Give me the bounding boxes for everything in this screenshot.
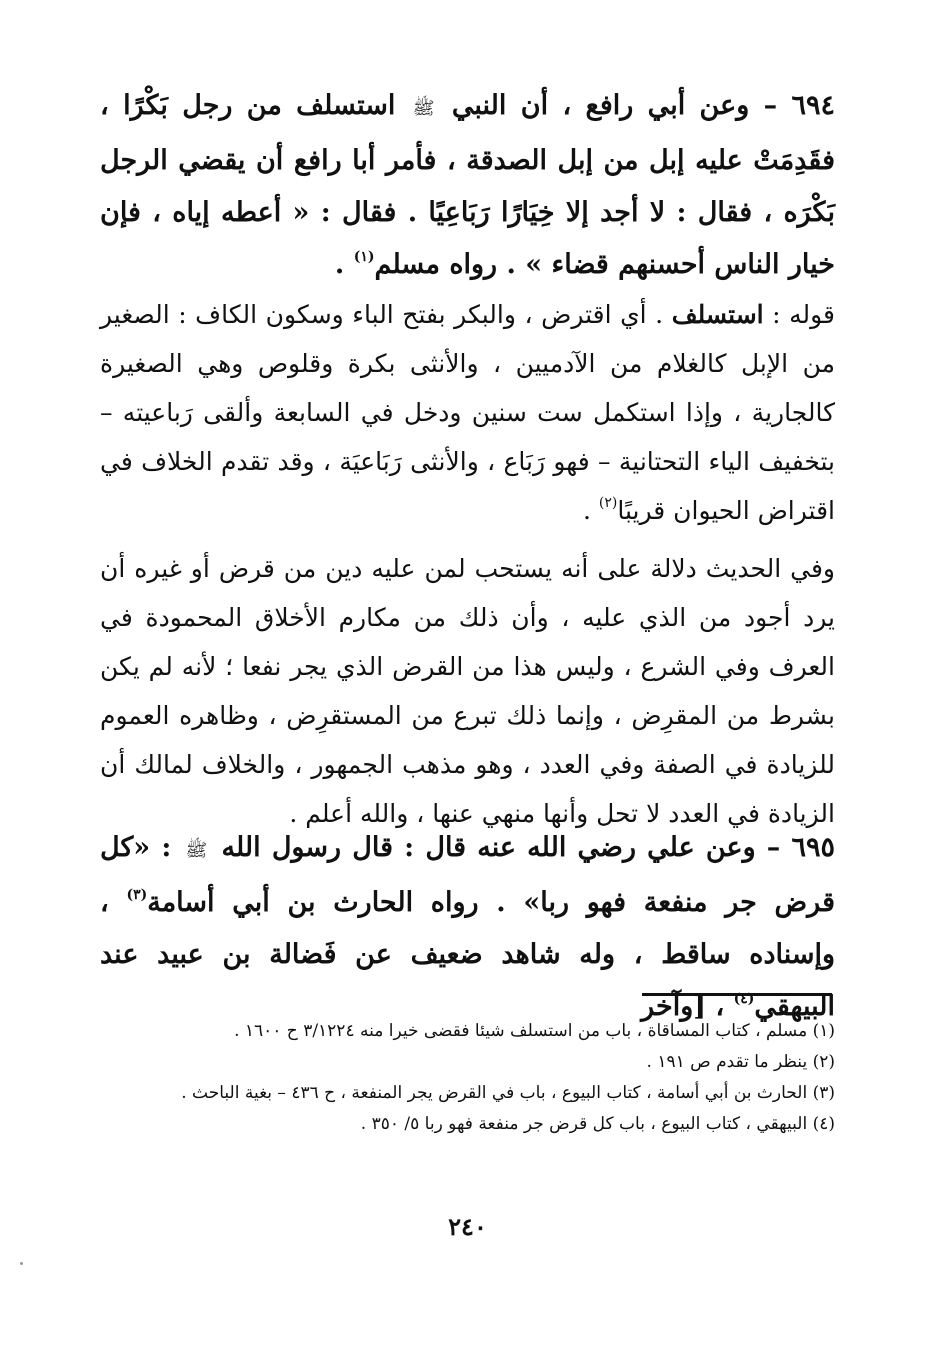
footnote-ref-3: (٣) [126,887,148,903]
hadith-695-text-b: : «كل قرض جر منفعة فهو ربا» . رواه الحارث بن أبي أسامة [100,832,835,918]
footnote-3: (٣) الحارث بن أبي أسامة ، كتاب البيوع ، باب في القرض يجر المنفعة ، ح ٤٣٦ – بغية الباحث . [181,1083,835,1103]
commentary-vocabulary-paragraph [100,290,835,535]
hadith-694-end: . [334,249,354,280]
hadith-695 [100,822,835,1033]
scan-speck [20,1262,23,1265]
footnote-ref-2: (٢) [598,495,618,511]
hadith-695-text-d: ، [وآخر [641,991,734,1022]
footnote-ref-4: (٤) [733,991,755,1007]
hadith-695-paragraph [100,822,835,1033]
commentary-ruling [100,544,835,838]
commentary-vocabulary-end: . [582,496,599,525]
hadith-695-text-c: ، وإسناده ساقط ، وله شاهد ضعيف عن فَضالة بن عبيد عند البيهقي [100,887,835,1022]
commentary-lead: قوله : [763,300,836,329]
footnote-1: (١) مسلم ، كتاب المساقاة ، باب من استسلف شيئا فقضى خيرا منه ٣/١٢٢٤ ح ١٦٠٠ . [234,1021,835,1041]
page-number: ٢٤٠ [448,1212,487,1241]
footnote-2: (٢) ينظر ما تقدم ص ١٩١ . [646,1052,835,1072]
commentary-vocabulary [100,290,835,535]
hadith-694-text-b: استسلف من رجل بَكْرًا ، فقَدِمَتْ عليه إبل من إبل الصدقة ، فأمر أبا رافع أن يقضي الرجل بَكْرَه ، فقال : لا أجد إلا خِيَارًا رَبَاعِيًا . فقال : « أعطه إياه ، فإن خيار الناس أحسنهم قضاء » . رواه مسلم [100,90,835,280]
commentary-term: استسلف [671,300,764,329]
footnote-divider [642,993,832,996]
footnotes [110,1016,835,1140]
footnote-4: (٤) البيهقي ، كتاب البيوع ، باب كل قرض جر منفعة فهو ربا ٥/ ٣٥٠ . [360,1114,835,1134]
footnote-ref-1: (١) [353,249,375,265]
salawat-symbol: ﷺ [185,840,208,861]
commentary-vocabulary-text: . أي اقترض ، والبكر بفتح الباء وسكون الكاف : الصغير من الإبل كالغلام من الآدميين ، والأنثى بكرة وقلوص وهي الصغيرة كالجارية ، وإذا استكمل ست سنين ودخل في السابعة وألقى رَباعيته – بتخفيف الياء التحتانية – فهو رَبَاع ، والأنثى رَبَاعيَة ، وقد تقدم الخلاف في اقتراض الحيوان قريبًا [100,300,835,525]
salawat-symbol: ﷺ [412,98,435,119]
hadith-694-text-a: ٦٩٤ – وعن أبي رافع ، أن النبي [451,90,835,121]
hadith-694-paragraph [100,80,835,291]
hadith-694 [100,80,835,291]
commentary-ruling-paragraph: وفي الحديث دلالة على أنه يستحب لمن عليه دين من قرض أو غيره أن يرد أجود من الذي عليه ، وأن ذلك من مكارم الأخلاق المحمودة في العرف وفي الشرع ، وليس هذا من القرض الذي يجر نفعا ؛ لأنه لم يكن بشرط من المقرِض ، وإنما ذلك تبرع من المستقرِض ، وظاهره العموم للزيادة في الصفة وفي العدد ، وهو مذهب الجمهور ، والخلاف لمالك أن الزيادة في العدد لا تحل وأنها منهي عنها ، والله أعلم . [100,554,835,828]
hadith-695-text-a: ٦٩٥ – وعن علي رضي الله عنه قال : قال رسول الله [221,832,836,863]
